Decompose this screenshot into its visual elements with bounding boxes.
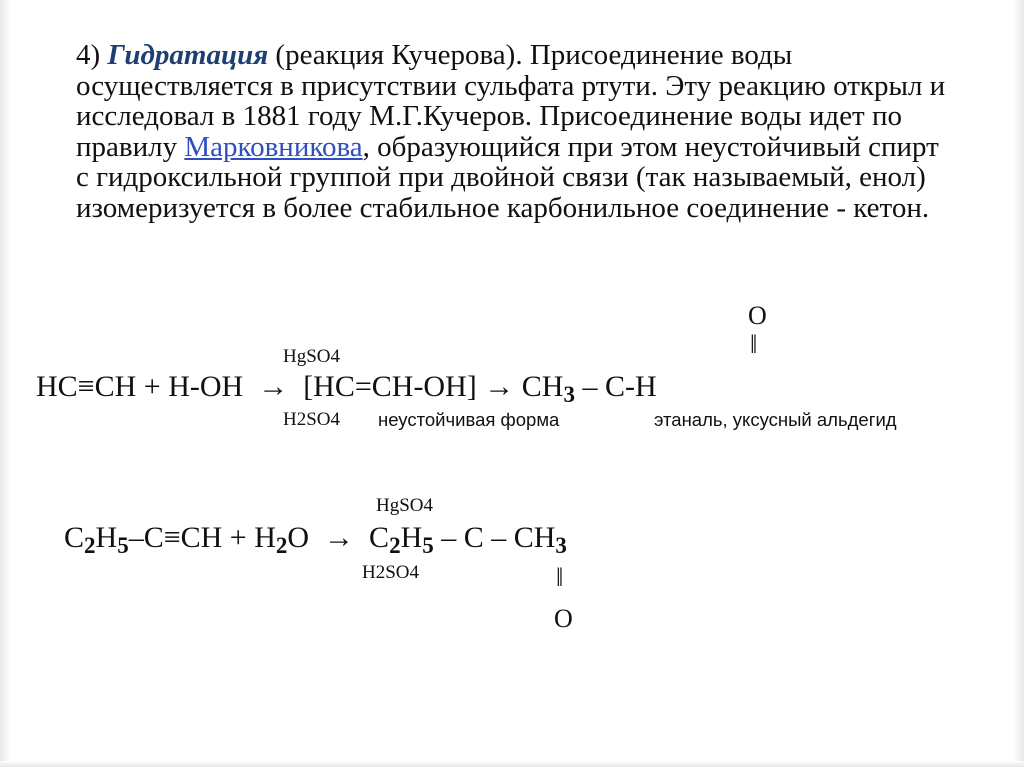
r2-equation: [64, 523, 567, 557]
r1-double-bond: ‖: [750, 330, 758, 359]
r2-reactant-rest: –C≡CH + H: [128, 521, 276, 554]
r1-catalyst-bottom: H2SO4: [283, 409, 341, 430]
r2-p-h: H: [400, 521, 423, 554]
r2-h: H: [95, 521, 118, 554]
r1-carbonyl-oxygen: O: [748, 301, 767, 330]
r2-carbonyl-oxygen: O: [554, 604, 573, 633]
r2-product-end-sub: 3: [555, 533, 567, 558]
r1-arrow-1: →: [258, 370, 289, 403]
r1-product-sub: 3: [563, 382, 575, 407]
term-hydration: Гидратация: [107, 39, 269, 71]
r1-product-rest: – C-H: [582, 370, 657, 403]
r1-note-product: этаналь, уксусный альдегид: [654, 409, 897, 430]
r1-arrow-2: →: [484, 370, 515, 403]
slide-right-edge: [1014, 0, 1024, 767]
item-number: 4): [76, 39, 101, 71]
r1-reactants: HC≡CH + H-OH: [36, 370, 244, 403]
r2-product-mid: – C – CH: [441, 521, 556, 554]
r2-h-sub: 5: [117, 533, 129, 558]
r2-catalyst-top: HgSO4: [376, 495, 434, 516]
intro-paragraph: [76, 40, 956, 223]
r2-double-bond: ‖: [556, 563, 564, 592]
markovnikov-link[interactable]: Марковникова: [184, 130, 363, 163]
slide-bottom-edge: [0, 761, 1024, 767]
r2-water-sub: 2: [275, 533, 288, 558]
slide-left-edge: [0, 0, 10, 767]
r1-note-intermediate: неустойчивая форма: [378, 409, 560, 430]
paragraph-text: (реакция Кучерова). Присоединение воды осуществляется в присутствии сульфата ртути. Эту реакцию открыл и исследовал в 1881 году М.Г.Кучеров. Присоединение воды идет по правилу: [76, 39, 946, 163]
r2-c-sub: 2: [84, 533, 96, 558]
r2-p-c: C: [369, 521, 390, 554]
r1-equation: [36, 372, 657, 406]
r2-arrow: →: [324, 521, 355, 554]
r1-intermediate: [HC=CH-OH]: [303, 370, 477, 403]
r2-p-c-sub: 2: [389, 533, 401, 558]
paragraph-text-end: , образующийся при этом неустойчивый спирт с гидроксильной группой при двойной связи (так называемый, енол) изомеризуется в более стабильное карбонильное соединение - кетон.: [76, 130, 939, 224]
r1-catalyst-top: HgSO4: [283, 346, 341, 367]
r2-c: C: [64, 521, 85, 554]
r1-product-ch: CH: [521, 370, 564, 403]
r2-catalyst-bottom: H2SO4: [362, 562, 420, 583]
r2-p-h-sub: 5: [422, 533, 434, 558]
r2-water-o: O: [287, 521, 310, 554]
